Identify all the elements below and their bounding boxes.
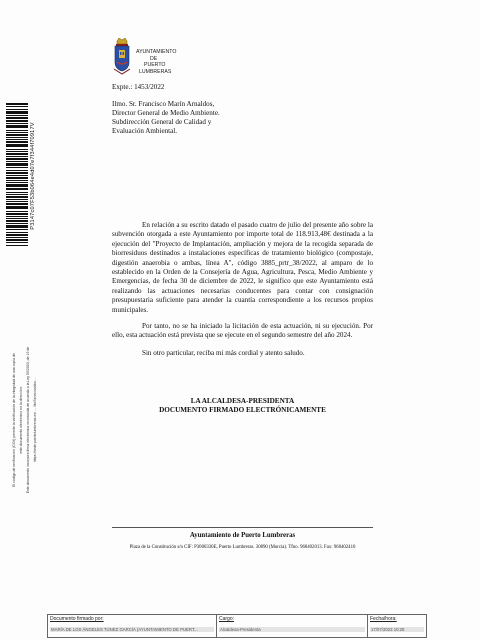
date-label: Fecha/hora:: [370, 616, 397, 622]
signature-note: DOCUMENTO FIRMADO ELECTRÓNICAMENTE: [159, 406, 326, 414]
organization-name: AYUNTAMIENTO DE PUERTO LUMBRERAS: [136, 49, 177, 75]
recipient-line: Ilmo. Sr. Francisco Marín Arnaldos,: [112, 100, 215, 108]
position-value: Alcaldesa-Presidenta: [219, 627, 365, 632]
date-value: 17/07/2023 10:28: [370, 627, 424, 632]
signed-by-cell: [48, 615, 217, 637]
signature-table: [47, 614, 427, 638]
barcode: [6, 103, 28, 247]
recipient-block: [112, 100, 220, 136]
footer-address: Plaza de la Constitución s/n CIF: P3000330E, Puerto Lumbreras. 30890 (Murcia). Tfno. 968402013. Fax: 968402410: [129, 545, 356, 550]
recipient-line: Evaluación Ambiental.: [112, 127, 178, 136]
position-label: Cargo:: [219, 616, 235, 622]
body-paragraph: Por tanto, no se ha iniciado la licitación de esta actuación, ni su ejecución. Por ello, esta actuación está prevista que se ejecute en el segundo semestre del año 2024.: [112, 322, 373, 340]
verification-note: este documento electrónico en la dirección:: [19, 386, 23, 454]
position-cell: [217, 615, 368, 637]
file-reference: Expte.: 1453/2022: [112, 83, 165, 91]
verification-note: Este documento incorpora firma electrónica reconocida de acuerdo a la Ley 59/2003, de 19 de: [26, 346, 30, 494]
footer-divider: [112, 527, 373, 528]
barcode-code: P3147c07F53b064e4d07e7f344f70917V: [30, 122, 36, 230]
signed-by-label: Documento firmado por:: [50, 616, 104, 622]
signer-role: LA ALCALDESA-PRESIDENTA: [190, 397, 295, 405]
recipient-line: Director General de Medio Ambiente.: [112, 109, 220, 118]
body-paragraph: En relación a su escrito datado el pasado cuatro de julio del presente año sobre la subvención otorgada a este Ayuntamiento por importe total de 118.913,48€ destinada a la ejecución del "Proyecto de Implantación, ampliación y mejora de la recogida separada de biorresiduos destinados a instalaciones específicas de tratamiento biológico (compostaje, digestión anaerobia o ambas, línea A", código 3885_prtr_38/2022, al amparo de lo establecido en la Orden de la Consejería de Agua, Agricultura, Pesca, Medio Ambiente y Emergencias, de fecha 30 de diciembre de 2022, le significo que este Ayuntamiento está realizando las actuaciones necesarias conducentes para contar con consignación presupuestaria suficiente para atender la cuantía correspondiente a los recursos propios municipales.: [112, 221, 373, 314]
signed-by-value: MARÍA DE LOS ÁNGELES TÚNEZ GARCÍA (AYUNTAMIENTO DE PUERT...: [50, 627, 214, 632]
coat-of-arms-logo: [112, 38, 132, 76]
verification-link[interactable]: https://sede.puertolumbreras.es/ ... /lib/Servicios/doc...: [33, 377, 37, 463]
date-cell: [368, 615, 426, 637]
recipient-line: Subdirección General de Calidad y: [112, 118, 212, 127]
verification-note: El código de verificación (CSV) permite la verificación de la integridad de una copia de: [12, 353, 16, 487]
footer-org-name: Ayuntamiento de Puerto Lumbreras: [189, 532, 296, 539]
closing-paragraph: Sin otro particular, reciba mi más cordial y atento saludo.: [142, 349, 305, 357]
